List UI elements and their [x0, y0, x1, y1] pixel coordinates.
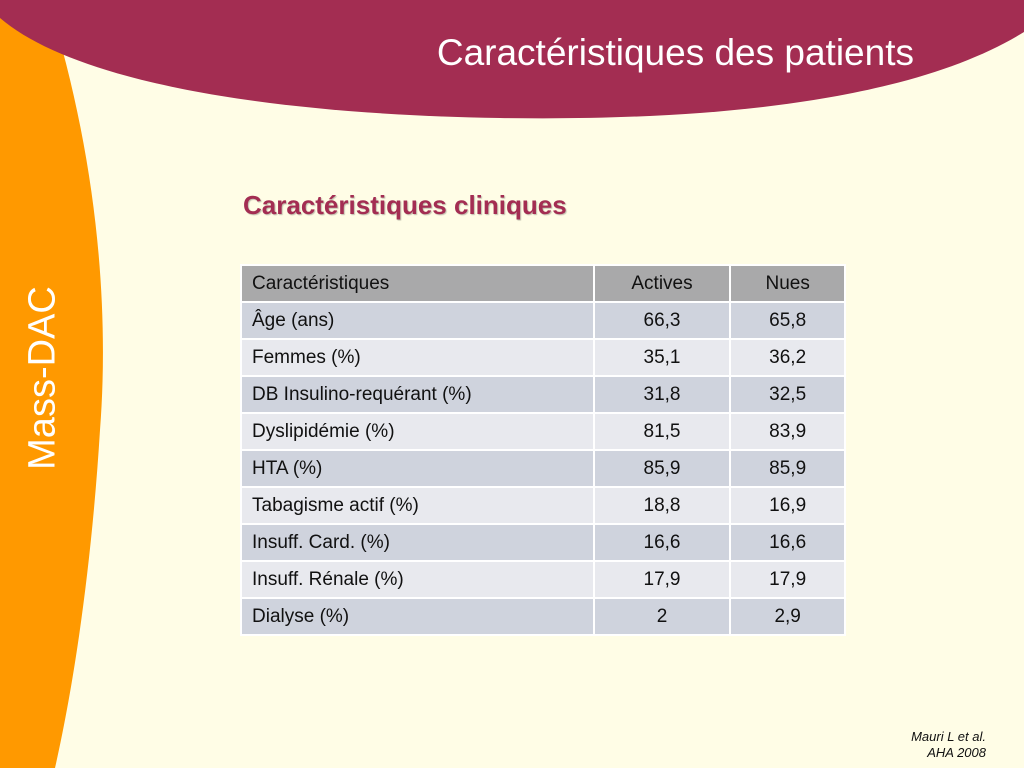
citation-author: Mauri L et al. — [911, 729, 986, 744]
row-value-nues: 83,9 — [730, 413, 845, 450]
row-value-nues: 65,8 — [730, 302, 845, 339]
row-value-actives: 17,9 — [594, 561, 731, 598]
citation-source: AHA 2008 — [927, 745, 986, 760]
patient-characteristics-table — [240, 264, 846, 636]
row-label: Femmes (%) — [241, 339, 594, 376]
table-row — [241, 561, 845, 598]
table-row — [241, 450, 845, 487]
row-value-nues: 16,6 — [730, 524, 845, 561]
section-heading: Caractéristiques cliniques — [243, 190, 567, 220]
table-row — [241, 598, 845, 635]
row-value-actives: 66,3 — [594, 302, 731, 339]
row-value-nues: 32,5 — [730, 376, 845, 413]
row-label: Insuff. Card. (%) — [241, 524, 594, 561]
table-row — [241, 487, 845, 524]
row-value-nues: 36,2 — [730, 339, 845, 376]
side-label: Mass-DAC — [21, 286, 64, 470]
table-row — [241, 524, 845, 561]
table-header — [241, 265, 845, 302]
row-label: Dyslipidémie (%) — [241, 413, 594, 450]
row-value-nues: 16,9 — [730, 487, 845, 524]
table-row — [241, 413, 845, 450]
slide-title: Caractéristiques des patients — [436, 32, 914, 73]
row-value-actives: 35,1 — [594, 339, 731, 376]
header-caracteristiques: Caractéristiques — [241, 265, 594, 302]
row-value-nues: 17,9 — [730, 561, 845, 598]
table-row — [241, 339, 845, 376]
row-value-actives: 85,9 — [594, 450, 731, 487]
row-value-actives: 18,8 — [594, 487, 731, 524]
row-label: DB Insulino-requérant (%) — [241, 376, 594, 413]
row-label: Tabagisme actif (%) — [241, 487, 594, 524]
row-label: HTA (%) — [241, 450, 594, 487]
row-value-actives: 2 — [594, 598, 731, 635]
table-header-row — [241, 265, 845, 302]
row-value-actives: 81,5 — [594, 413, 731, 450]
table-body — [241, 302, 845, 635]
header-nues: Nues — [730, 265, 845, 302]
row-value-nues: 2,9 — [730, 598, 845, 635]
row-label: Insuff. Rénale (%) — [241, 561, 594, 598]
row-value-nues: 85,9 — [730, 450, 845, 487]
row-label: Âge (ans) — [241, 302, 594, 339]
row-value-actives: 31,8 — [594, 376, 731, 413]
table-row — [241, 302, 845, 339]
row-value-actives: 16,6 — [594, 524, 731, 561]
row-label: Dialyse (%) — [241, 598, 594, 635]
table-row — [241, 376, 845, 413]
header-actives: Actives — [594, 265, 731, 302]
citation — [911, 729, 986, 761]
